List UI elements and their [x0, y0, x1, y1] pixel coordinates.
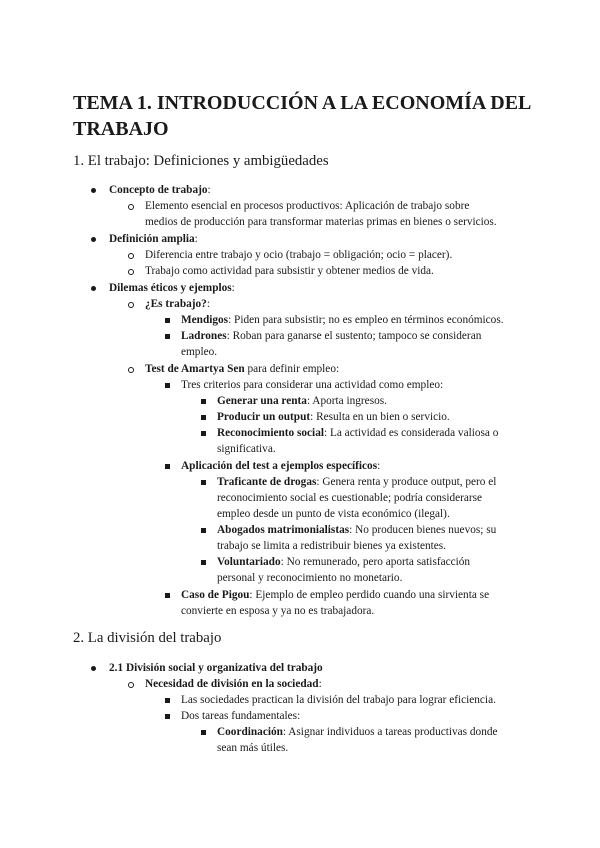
bullet-circle-icon	[128, 198, 136, 214]
bullet-square-icon	[165, 692, 173, 708]
concepto-sub-line-2: medios de producción para transformar materias primas en bienes o servicios.	[145, 216, 497, 228]
page-title-line-1: TEMA 1. INTRODUCCIÓN A LA ECONOMÍA DEL	[73, 92, 532, 114]
bullet-square-icon	[165, 312, 173, 328]
bullet-square-icon	[165, 328, 173, 344]
bullet-circle-icon	[128, 676, 136, 692]
pigou-line-2: convierte en esposa y ya no es trabajadora.	[181, 605, 375, 617]
definicion-label: Definición amplia	[109, 233, 195, 245]
bullet-circle-icon	[128, 247, 136, 263]
concepto-label: Concepto de trabajo	[109, 184, 208, 196]
voluntariado-item: Voluntariado: No remunerado, pero aporta satisfacción	[217, 556, 471, 568]
list-item-concepto: Concepto de trabajo:	[109, 184, 211, 196]
pigou-item: Caso de Pigou: Ejemplo de empleo perdido cuando una sirvienta se	[181, 589, 490, 601]
bullet-square-icon	[201, 522, 209, 538]
aplicacion-item: Aplicación del test a ejemplos específicos:	[181, 460, 381, 472]
bullet-square-icon	[165, 458, 173, 474]
traficante-line-3: empleo desde un punto de vista económico (ilegal).	[217, 508, 450, 520]
list-item-dilemas: Dilemas éticos y ejemplos:	[109, 282, 235, 294]
abogados-item: Abogados matrimonialistas: No producen bienes nuevos; su	[217, 524, 497, 536]
output-item: Producir un output: Resulta en un bien o servicio.	[217, 411, 450, 423]
page-title-line-2: TRABAJO	[73, 118, 169, 140]
necesidad-sub-2: Dos tareas fundamentales:	[181, 710, 301, 722]
bullet-circle-icon	[128, 263, 136, 279]
section-2-heading: 2. La división del trabajo	[73, 630, 222, 646]
bullet-square-icon	[165, 708, 173, 724]
necesidad-sub-1: Las sociedades practican la división del trabajo para lograr eficiencia.	[181, 694, 496, 706]
bullet-square-icon	[165, 587, 173, 603]
traficante-item: Traficante de drogas: Genera renta y produce output, pero el	[217, 476, 497, 488]
es-trabajo-label: ¿Es trabajo?	[145, 298, 207, 310]
bullet-square-icon	[201, 474, 209, 490]
bullet-square-icon	[201, 425, 209, 441]
section-1-heading: 1. El trabajo: Definiciones y ambigüedades	[73, 153, 329, 169]
bullet-square-icon	[201, 724, 209, 740]
bullet-disc-icon	[91, 182, 99, 198]
bullet-square-icon	[201, 393, 209, 409]
bullet-disc-icon	[91, 231, 99, 247]
tres-criterios-item: Tres criterios para considerar una actividad como empleo:	[181, 379, 444, 391]
list-item-definicion: Definición amplia:	[109, 233, 198, 245]
bullet-disc-icon	[91, 660, 99, 676]
bullet-square-icon	[201, 554, 209, 570]
sub-section-2-1: 2.1 División social y organizativa del trabajo	[109, 662, 323, 674]
dilemas-label: Dilemas éticos y ejemplos	[109, 282, 232, 294]
bullet-square-icon	[201, 409, 209, 425]
bullet-circle-icon	[128, 361, 136, 377]
traficante-line-2: reconocimiento social es cuestionable; podría considerarse	[217, 492, 483, 504]
mendigos-item: Mendigos: Piden para subsistir; no es empleo en términos económicos.	[181, 314, 504, 326]
bullet-disc-icon	[91, 280, 99, 296]
abogados-line-2: trabajo se limita a redistribuir bienes ya existentes.	[217, 540, 447, 552]
es-trabajo-item: ¿Es trabajo?:	[145, 298, 210, 310]
bullet-square-icon	[165, 377, 173, 393]
coordinacion-item: Coordinación: Asignar individuos a tareas productivas donde	[217, 726, 498, 738]
test-sen-item: Test de Amartya Sen para definir empleo:	[145, 363, 340, 375]
concepto-sub-line-1: Elemento esencial en procesos productivos: Aplicación de trabajo sobre	[145, 200, 470, 212]
necesidad-item: Necesidad de división en la sociedad:	[145, 678, 322, 690]
coordinacion-line-2: sean más útiles.	[217, 742, 289, 754]
ladrones-item: Ladrones: Roban para ganarse el sustento; tampoco se consideran	[181, 330, 482, 342]
definicion-sub-2: Trabajo como actividad para subsistir y obtener medios de vida.	[145, 265, 434, 277]
renta-item: Generar una renta: Aporta ingresos.	[217, 395, 387, 407]
reconocimiento-line-2: significativa.	[217, 443, 276, 455]
voluntariado-line-2: personal y reconocimiento no monetario.	[217, 572, 403, 584]
definicion-sub-1: Diferencia entre trabajo y ocio (trabajo = obligación; ocio = placer).	[145, 249, 453, 261]
bullet-circle-icon	[128, 296, 136, 312]
ladrones-line-2: empleo.	[181, 346, 218, 358]
reconocimiento-item: Reconocimiento social: La actividad es considerada valiosa o	[217, 427, 499, 439]
